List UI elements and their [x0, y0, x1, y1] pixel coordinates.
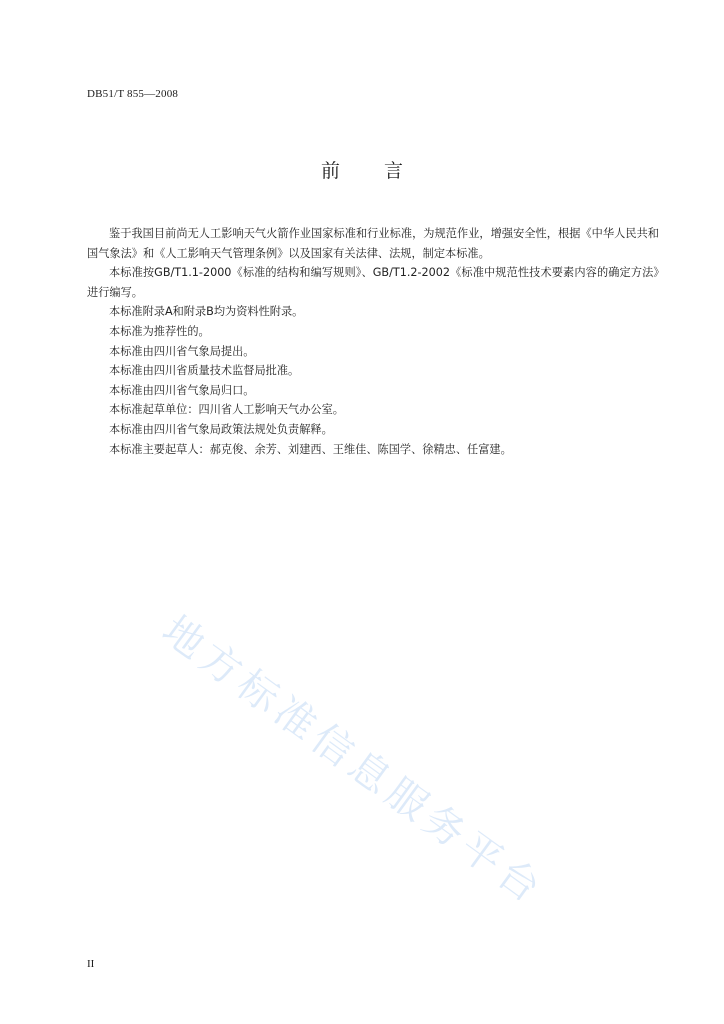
paragraph-approved-by: 本标准由四川省质量技术监督局批准。	[109, 364, 300, 378]
paragraph-proposed-by: 本标准由四川省气象局提出。	[109, 344, 255, 358]
paragraph-basis: 鉴于我国目前尚无人工影响天气火箭作业国家标准和行业标准，为规范作业，增强安全性，根据《中华人民共和国气象法》和《人工影响天气管理条例》以及国家有关法律、法规，制定本标准。	[87, 227, 659, 260]
title-char-2: 言	[384, 160, 404, 182]
paragraph-recommended: 本标准为推荐性的。	[109, 324, 210, 338]
paragraph-drafters: 本标准主要起草人：郝克俊、余芳、刘建西、王维佳、陈国学、徐精忠、任富建。	[109, 442, 512, 456]
paragraph-interpretation: 本标准由四川省气象局政策法规处负责解释。	[109, 422, 333, 436]
paragraph-centralized-by: 本标准由四川省气象局归口。	[109, 383, 255, 397]
paragraph-drafting-rules: 本标准按GB/T1.1-2000《标准的结构和编写规则》、GB/T1.2-2002《标准中规范性技术要素内容的确定方法》进行编写。	[87, 266, 659, 299]
title-char-1: 前	[320, 160, 340, 182]
standard-code: DB51/T 855—2008	[87, 88, 179, 100]
foreword-body	[87, 224, 659, 459]
page-number: II	[87, 958, 95, 970]
paragraph-annexes: 本标准附录A和附录B均为资料性附录。	[109, 305, 304, 319]
watermark: 地方标准信息服务平台	[153, 607, 553, 915]
paragraph-drafting-unit: 本标准起草单位：四川省人工影响天气办公室。	[109, 403, 344, 417]
page-title	[0, 156, 724, 183]
